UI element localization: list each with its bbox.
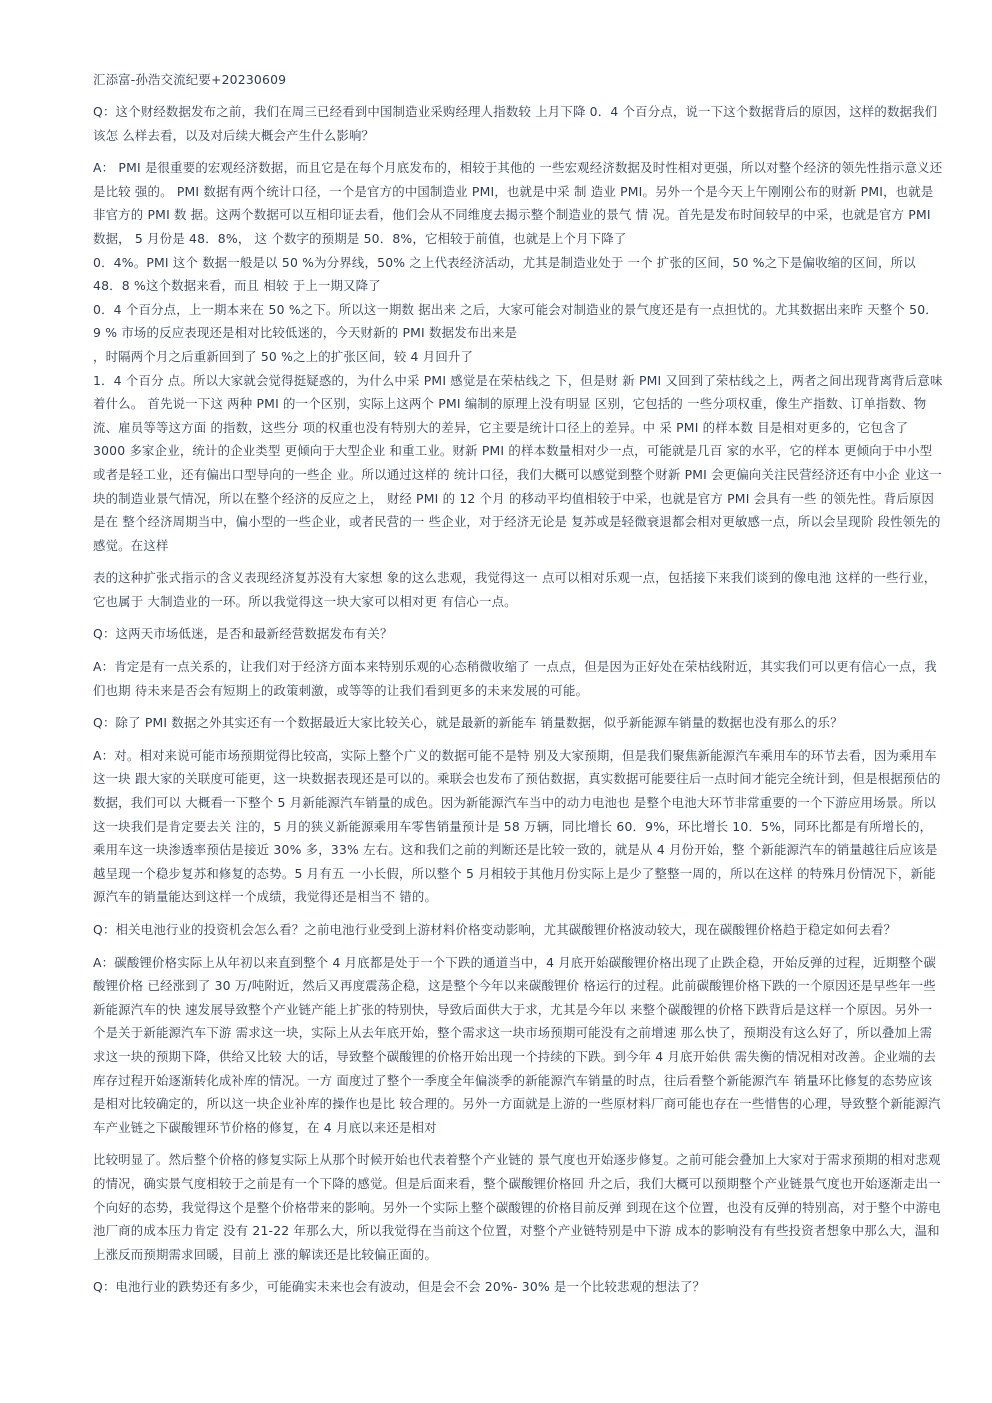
answer-pmi: A： PMI 是很重要的宏观经济数据，而且它是在每个月底发布的，相较于其他的 一些宏观经济数据及时性相对更强，所以对整个经济的领先性指示意义还是比较 强的。 PMI 数据有两个统计口径，一个是官方的中国制造业 PMI，也就是中采 制 造业 PMI。另外一个是今天上午刚刚公布的财新 PMI，也就是非官方的 PMI 数 据。这两个数据可以互相印证去看，他们会从不同维度去揭示整个制造业的景气 情 况。首先是发布时间较早的中采，也就是官方 PMI 数据， 5 月份是 48．8%， 这 个数字的预期是 50．8%，它相较于前值，也就是上个月下降了 0．4%。PMI 这个 数据一般是以 50 %为分界线，50% 之上代表经济活动，尤其是制造业处于 一个 扩张的区间，50 %之下是偏收缩的区间，所以 48．8 %这个数据来看，而且 相较 于上一期又降了 0．4 个百分点，上一期本来在 50 %之下。所以这一期数 据出来 之后，大家可能会对制造业的景气度还是有一点担忧的。尤其数据出来昨 天整个 50．9 % 市场的反应表现还是相对比较低迷的，今天财新的 PMI 数据发布出来是 ，时隔两个月之后重新回到了 50 %之上的扩张区间，较 4 月回升了 1．4 个百分 点。所以大家就会觉得挺疑惑的，为什么中采 PMI 感觉是在荣枯线之 下，但是财 新 PMI 又回到了荣枯线之上，两者之间出现背离背后意味着什么。 首先说一下这 两种 PMI 的一个区别，实际上这两个 PMI 编制的原理上没有明显 区别，它包括的 一些分项权重，像生产指数、订单指数、物流、雇员等等这方面 的指数，这些分 项的权重也没有特别大的差异，它主要是统计口径上的差异。中 采 PMI 的样本数 目是相对更多的，它包含了 3000 多家企业，统计的企业类型 更倾向于大型企业 和重工业。财新 PMI 的样本数量相对少一点，可能就是几百 家的水平，它的样本 更倾向于中小型或者是轻工业，还有偏出口型导向的一些企 业。所以通过这样的 统计口径，我们大概可以感觉到整个财新 PMI 会更偏向关注民营经济还有中小企 业这一块的制造业景气情况，所以在整个经济的反应之上， 财经 PMI 的 12 个月 的移动平均值相较于中采，也就是官方 PMI 会具有一些 的领先性。背后原因是在 整个经济周期当中，偏小型的一些企业，或者民营的一 些企业，对于经济无论是 复苏或是轻微衰退都会相对更敏感一点，所以会呈现阶 段性领先的感觉。在这样 (93, 160, 943, 553)
document-body (93, 68, 943, 1299)
question-battery-investment: Q：相关电池行业的投资机会怎么看？之前电池行业受到上游材料价格变动影响，尤其碳酸锂价格波动较大，现在碳酸锂价格趋于稳定如何去看？ (93, 922, 897, 937)
question-pmi: Q：这个财经数据发布之前，我们在周三已经看到中国制造业采购经理人指数较 上月下降 0．4 个百分点，说一下这个数据背后的原因，这样的数据我们该怎 么样去看，以及对后续大概会产生什么影响？ (93, 104, 938, 143)
answer-pmi-continued: 表的这种扩张式指示的含义表现经济复苏没有大家想 象的这么悲观，我觉得这一 点可以相对乐观一点，包括接下来我们谈到的像电池 这样的一些行业，它也属于 大制造业的一环。所以我觉得这一块大家可以相对更 有信心一点。 (93, 570, 937, 609)
question-battery-decline: Q：电池行业的跌势还有多少，可能确实未来也会有波动，但是会不会 20%- 30% 是一个比较悲观的想法了？ (93, 1279, 706, 1295)
question-nev-sales: Q：除了 PMI 数据之外其实还有一个数据最近大家比较关心，就是最新的新能车 销量数据，似乎新能源车销量的数据也没有那么的乐？ (93, 715, 843, 731)
document-title: 汇添富-孙浩交流纪要+20230609 (93, 72, 287, 87)
answer-lithium-carbonate-continued: 比较明显了。然后整个价格的修复实际上从那个时候开始也代表着整个产业链的 景气度也开始逐步修复。之前可能会叠加上大家对于需求预期的相对悲观的情况，确实景气度相较于之前是有一个下降的感觉。但是后面来看，整个碳酸锂价格回 升之后，我们大概可以预期整个产业链景气度也开始逐渐走出一个向好的态势，我觉得这个是整个价格带来的影响。另外一个实际上整个碳酸锂的价格目前反弹 到现在这个位置，也没有反弹的特别高，对于整个中游电池厂商的成本压力肯定 没有 21-22 年那么大，所以我觉得在当前这个位置，对整个产业链特别是中下游 成本的影响没有有些投资者想象中那么大，温和上涨反而预期需求回暖，目前上 涨的解读还是比较偏正面的。 (93, 1152, 941, 1262)
answer-lithium-carbonate: A：碳酸锂价格实际上从年初以来直到整个 4 月底都是处于一个下跌的通道当中，4 月底开始碳酸锂价格出现了止跌企稳，开始反弹的过程，近期整个碳酸锂价格 已经涨到了 30 万/吨附近，然后又再度震荡企稳，这是整个今年以来碳酸锂价 格运行的过程。此前碳酸锂价格下跌的一个原因还是早些年一些新能源汽车的快 速发展导致整个产业链产能上扩张的特别快，导致后面供大于求，尤其是今年以 来整个碳酸锂的价格下跌背后是这样一个原因。另外一个是关于新能源汽车下游 需求这一块，实际上从去年底开始，整个需求这一块市场预期可能没有之前增速 那么快了，预期没有这么好了，所以叠加上需求这一块的预期下降，供给又比较 大的话，导致整个碳酸锂的价格开始出现一个持续的下跌。到今年 4 月底开始供 需失衡的情况相对改善。企业端的去库存过程开始逐渐转化成补库的情况。一方 面度过了整个一季度全年偏淡季的新能源汽车销量的时点，往后看整个新能源汽车 销量环比修复的态势应该是相对比较确定的，所以这一块企业补库的操作也是比 较合理的。另外一方面就是上游的一些原材料厂商可能也存在一些惜售的心理，导致整个新能源汽车产业链之下碳酸锂环节价格的修复，在 4 月底以来还是相对 (93, 954, 941, 1135)
answer-market-low: A：肯定是有一点关系的，让我们对于经济方面本来特别乐观的心态稍微收缩了 一点点，但是因为正好处在荣枯线附近，其实我们可以更有信心一点，我们也期 待未来是否会有短期上的政策刺激，或等等的让我们看到更多的未来发展的可能。 (93, 659, 937, 698)
question-market-low: Q：这两天市场低迷，是否和最新经营数据发布有关？ (93, 626, 393, 642)
answer-nev-sales: A：对。相对来说可能市场预期觉得比较高，实际上整个广义的数据可能不是特 别及大家预期，但是我们聚焦新能源汽车乘用车的环节去看，因为乘用车这一块 跟大家的关联度可能更，这一块数据表现还是可以的。乘联会也发布了预估数据，真实数据可能要往后一点时间才能完全统计到，但是根据预估的数据，我们可以 大概看一下整个 5 月新能源汽车销量的成色。因为新能源汽车当中的动力电池也 是整个电池大环节非常重要的一个下游应用场景。所以这一块我们是肯定要去关 注的，5 月的狭义新能源乘用车零售销量预计是 58 万辆，同比增长 60．9%，环比增长 10．5%，同环比都是有所增长的，乘用车这一块渗透率预估是接近 30% 多，33% 左右。这和我们之前的判断还是比较一致的，就是从 4 月份开始，整 个新能源汽车的销量越往后应该是越呈现一个稳步复苏和修复的态势。5 月有五 一小长假，所以整个 5 月相较于其他月份实际上是少了整整一周的，所以在这样 的特殊月份情况下，新能源汽车的销量能达到这样一个成绩，我觉得还是相当不 错的。 (93, 747, 941, 905)
